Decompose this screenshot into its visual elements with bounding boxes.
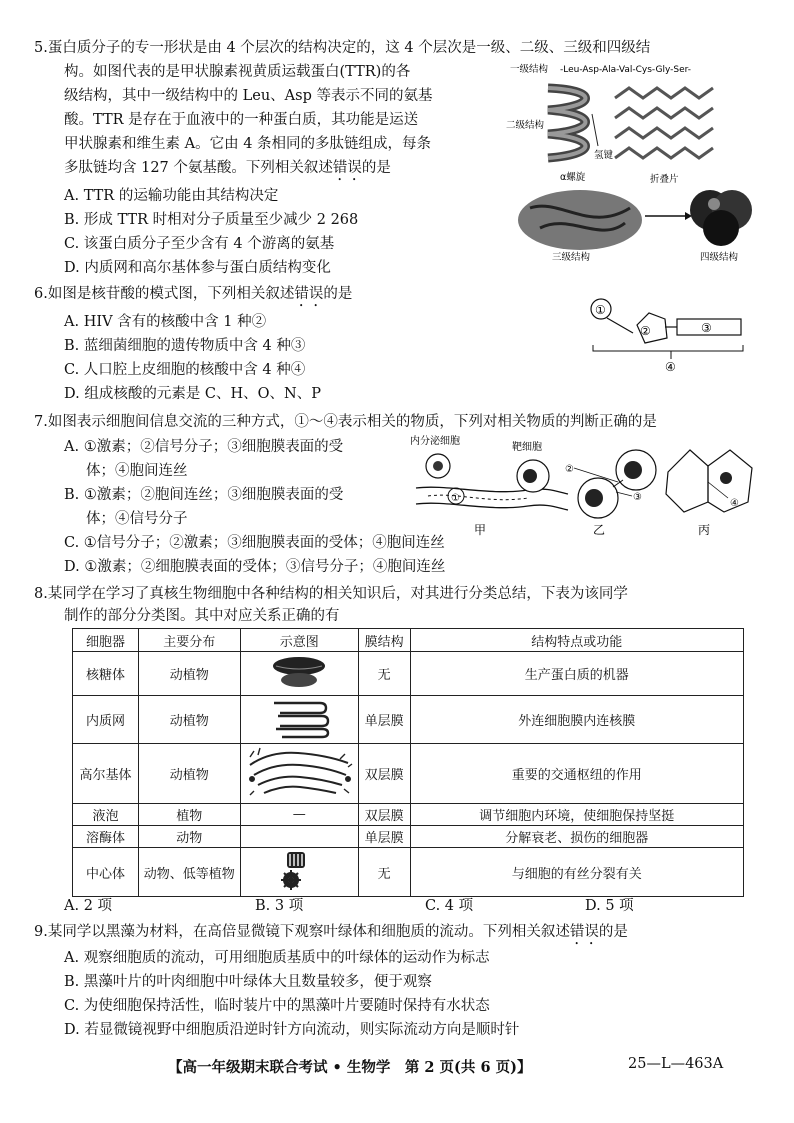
cell-communication-figure: [408, 432, 756, 536]
endoplasmic-reticulum-icon: [266, 697, 332, 739]
cell-organelle: 内质网: [73, 696, 139, 744]
q9-stem-text: 9.某同学以黑藻为材料，在高倍显微镜下观察叶绿体和细胞质的流动。下列相关叙述: [34, 924, 570, 940]
q5-option-a: A. TTR 的运输功能由其结构决定: [64, 188, 279, 204]
cell-distribution: 动物: [138, 826, 240, 848]
q8-stem-line-1: 8.某同学在学习了真核生物细胞中各种结构的相关知识后，对其进行分类总结，下表为该同学: [34, 586, 628, 602]
table-row: [73, 804, 744, 826]
cell-membrane: 单层膜: [358, 826, 410, 848]
cell-diagram: [240, 744, 358, 804]
col-function: 结构特点或功能: [410, 629, 743, 652]
q7-option-c: C. ①信号分子；②激素；③细胞膜表面的受体；④胞间连丝: [64, 535, 445, 551]
cell-function: 分解衰老、损伤的细胞器: [410, 826, 743, 848]
amino-acid-sequence: -Leu-Asp-Ala-Val-Cys-Gly-Ser-: [560, 65, 692, 75]
nucleotide-label: ④: [665, 360, 676, 374]
beta-sheet-label: 折叠片: [650, 174, 679, 185]
q8-stem-line-2: 制作的部分分类图。其中对应关系正确的有: [64, 608, 340, 624]
pentose-label: ②: [640, 324, 651, 338]
col-membrane: 膜结构: [358, 629, 410, 652]
q6-emphasis: 错误: [294, 286, 324, 302]
cell-function: 与细胞的有丝分裂有关: [410, 848, 743, 897]
table-row: [73, 696, 744, 744]
cell-distribution: 植物: [138, 804, 240, 826]
q7-option-a-line1: A. ①激素；②信号分子；③细胞膜表面的受: [64, 439, 344, 455]
q9-option-b: B. 黑藻叶片的叶肉细胞中叶绿体大且数量较多，便于观察: [64, 974, 432, 990]
cell-distribution: 动植物: [138, 652, 240, 696]
col-diagram: 示意图: [240, 629, 358, 652]
q5-option-b: B. 形成 TTR 时相对分子质量至少减少 2 268: [64, 212, 359, 228]
q6-stem-text: 6.如图是核苷酸的模式图，下列相关叙述: [34, 286, 295, 302]
q6-stem: [34, 284, 352, 310]
table-row: [73, 744, 744, 804]
q6-option-a: A. HIV 含有的核酸中含 1 种②: [64, 314, 267, 330]
cell-function: 外连细胞膜内连核膜: [410, 696, 743, 744]
yi-n3: ③: [633, 492, 642, 503]
cell-function: 调节细胞内环境，使细胞保持坚挺: [410, 804, 743, 826]
cell-distribution: 动物、低等植物: [138, 848, 240, 897]
cell-membrane: 单层膜: [358, 696, 410, 744]
table-row: [73, 652, 744, 696]
golgi-apparatus-icon: [244, 745, 354, 799]
cell-function: 生产蛋白质的机器: [410, 652, 743, 696]
q6-option-d: D. 组成核酸的元素是 C、H、O、N、P: [64, 386, 322, 402]
cell-diagram: [240, 696, 358, 744]
panel-jia-label: 甲: [474, 523, 487, 536]
table-header-row: [73, 629, 744, 652]
q5-stem-line-2: 构。如图代表的是甲状腺素视黄质运载蛋白(TTR)的各: [64, 64, 411, 80]
q7-option-d: D. ①激素；②细胞膜表面的受体；③信号分子；④胞间连丝: [64, 559, 446, 575]
secretory-cell-label: 内分泌细胞: [410, 436, 460, 447]
q5-stem-line-6: [64, 158, 391, 184]
q9-stem-tail: 的是: [598, 924, 628, 940]
nucleotide-diagram: [585, 293, 755, 375]
cell-organelle: 中心体: [73, 848, 139, 897]
ribosome-icon: [268, 654, 330, 690]
col-distribution: 主要分布: [138, 629, 240, 652]
q8-option-c: C. 4 项: [425, 898, 474, 914]
q9-stem: [34, 922, 628, 948]
bing-n4: ④: [730, 498, 739, 509]
panel-bing-label: 丙: [698, 523, 711, 536]
hydrogen-bond-label: 氢键: [594, 150, 614, 161]
phosphate-label: ①: [595, 303, 606, 317]
alpha-helix-shape: [548, 88, 586, 158]
beta-sheet-shape: [615, 88, 713, 158]
protein-structure-figure: [500, 58, 760, 270]
q6-option-c: C. 人口腔上皮细胞的核酸中含 4 种④: [64, 362, 306, 378]
cell-organelle: 溶酶体: [73, 826, 139, 848]
q5-option-d: D. 内质网和高尔基体参与蛋白质结构变化: [64, 260, 331, 276]
q5-stem-line-5: 甲状腺素和维生素 A。它由 4 条相同的多肽链组成，每条: [64, 136, 432, 152]
yi-n2: ②: [565, 464, 574, 475]
bing-cell-1: [666, 450, 708, 512]
q9-option-a: A. 观察细胞质的流动，可用细胞质基质中的叶绿体的运动作为标志: [64, 950, 490, 966]
q5-stem-line-3: 级结构，其中一级结构中的 Leu、Asp 等表示不同的氨基: [64, 88, 433, 104]
cell-diagram: [240, 652, 358, 696]
cell-diagram: [240, 826, 358, 848]
cell-distribution: 动植物: [138, 744, 240, 804]
page-footer-title: 【高一年级期末联合考试 • 生物学 第 2 页(共 6 页)】: [168, 1059, 532, 1076]
cell-membrane: 双层膜: [358, 744, 410, 804]
cell-organelle: 核糖体: [73, 652, 139, 696]
base-label: ③: [701, 321, 712, 335]
cell-organelle: 液泡: [73, 804, 139, 826]
cell-distribution: 动植物: [138, 696, 240, 744]
secondary-structure-label: 二级结构: [506, 120, 545, 131]
q8-option-b: B. 3 项: [255, 898, 304, 914]
cell-membrane: 无: [358, 848, 410, 897]
page-footer-code: 25—L—463A: [628, 1056, 724, 1072]
table-row: [73, 826, 744, 848]
cell-organelle: 高尔基体: [73, 744, 139, 804]
q5-option-c: C. 该蛋白质分子至少含有 4 个游离的氨基: [64, 236, 335, 252]
q5-stem-text: 多肽链均含 127 个氨基酸。下列相关叙述: [64, 160, 333, 176]
panel-yi-label: 乙: [593, 523, 606, 536]
cell-membrane: 无: [358, 652, 410, 696]
cell-membrane: 双层膜: [358, 804, 410, 826]
q5-stem-tail: 的是: [361, 160, 391, 176]
q6-stem-tail: 的是: [323, 286, 353, 302]
q7-option-b-line1: B. ①激素；②胞间连丝；③细胞膜表面的受: [64, 487, 344, 503]
q8-option-a: A. 2 项: [64, 898, 113, 914]
centrosome-icon: [279, 848, 319, 892]
quaternary-structure-shape: [690, 190, 752, 246]
q7-stem: 7.如图表示细胞间信息交流的三种方式，①～④表示相关的物质，下列对相关物质的判断正确的是: [34, 414, 657, 430]
cell-function: 重要的交通枢纽的作用: [410, 744, 743, 804]
q8-option-d: D. 5 项: [585, 898, 634, 914]
cell-diagram: —: [240, 804, 358, 826]
primary-structure-label: 一级结构: [510, 64, 549, 75]
q9-emphasis: 错误: [569, 924, 599, 940]
target-cell-label: 靶细胞: [512, 442, 542, 453]
q7-option-b-line2: 体；④信号分子: [86, 511, 188, 527]
tertiary-structure-label: 三级结构: [552, 252, 591, 263]
organelle-table: [72, 628, 744, 897]
alpha-helix-label: α螺旋: [560, 172, 586, 183]
q9-option-c: C. 为使细胞保持活性，临时装片中的黑藻叶片要随时保持有水状态: [64, 998, 490, 1014]
jia-n1: ①: [451, 493, 460, 504]
q5-stem-line-1: 5.蛋白质分子的专一形状是由 4 个层次的结构决定的，这 4 个层次是一级、二级、三级和四级结: [34, 40, 651, 56]
quaternary-structure-label: 四级结构: [700, 252, 739, 263]
tertiary-structure-shape: [518, 190, 642, 250]
cell-diagram: [240, 848, 358, 897]
table-row: [73, 848, 744, 897]
q5-emphasis: 错误: [332, 160, 362, 176]
q9-option-d: D. 若显微镜视野中细胞质沿逆时针方向流动，则实际流动方向是顺时针: [64, 1022, 520, 1038]
q7-option-a-line2: 体；④胞间连丝: [86, 463, 188, 479]
col-organelle: 细胞器: [73, 629, 139, 652]
q5-stem-line-4: 酸。TTR 是存在于血液中的一种蛋白质，其功能是运送: [64, 112, 419, 128]
q6-option-b: B. 蓝细菌细胞的遗传物质中含 4 种③: [64, 338, 306, 354]
